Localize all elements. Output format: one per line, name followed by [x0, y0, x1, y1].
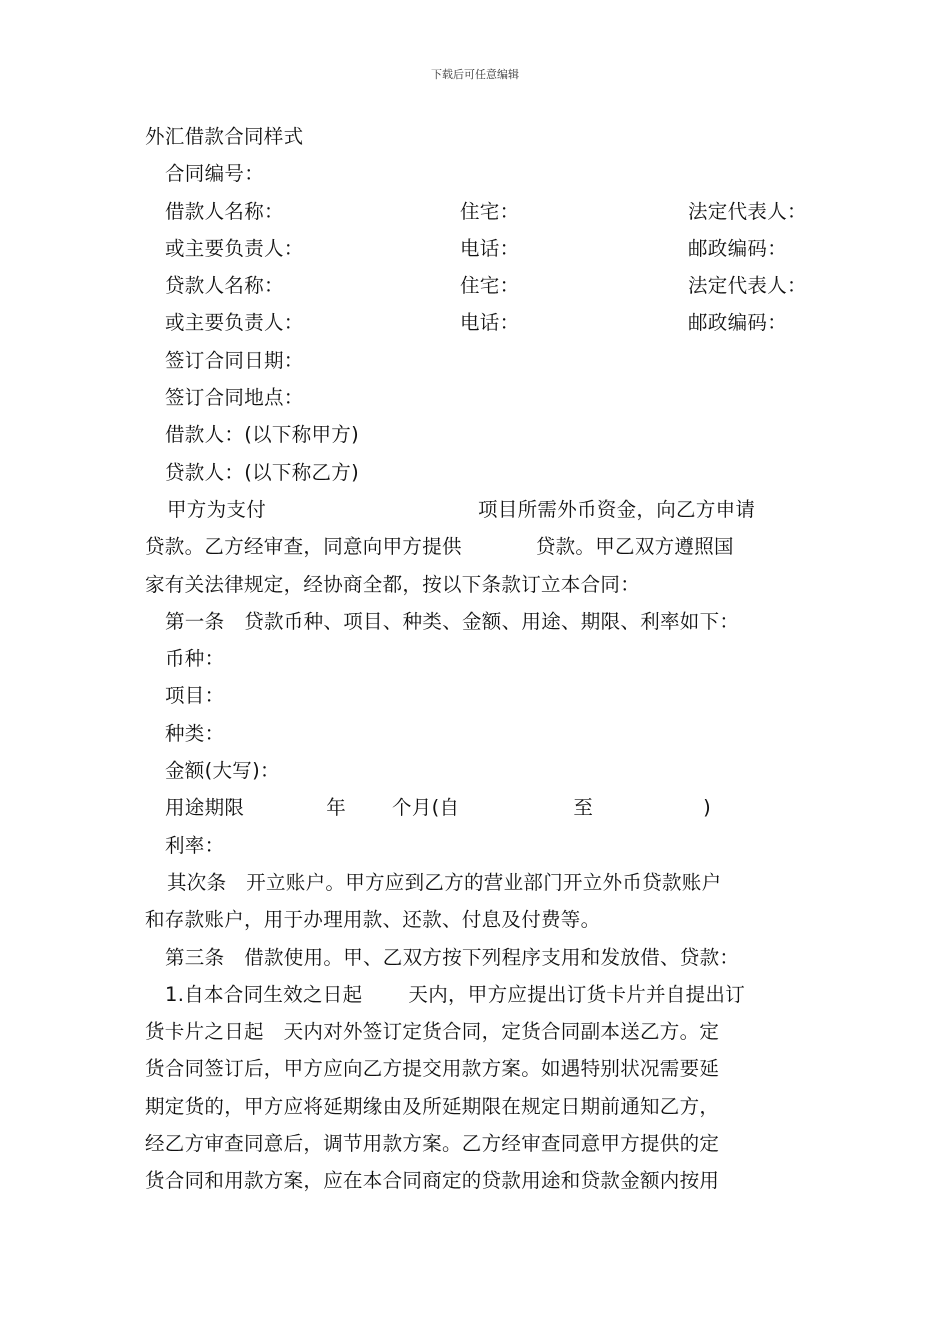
party-name-label: 或主要负责人：	[165, 236, 304, 260]
party-rep-label: 法定代表人：	[688, 199, 807, 223]
party-row	[145, 230, 810, 267]
intro-line: 贷款。乙方经审查，同意向甲方提供 贷款。甲乙双方遵照国	[145, 535, 734, 559]
article-2-line: 其次条 开立账户。甲方应到乙方的营业部门开立外币贷款账户	[167, 870, 722, 894]
party-rep-label: 邮政编码：	[688, 311, 788, 335]
sign-date-label: 签订合同日期：	[165, 348, 304, 372]
party-name-label: 贷款人名称：	[165, 274, 284, 298]
rate-label: 利率：	[165, 833, 225, 857]
party-row	[145, 304, 810, 341]
party-rep-label: 法定代表人：	[688, 274, 807, 298]
article-2-line: 和存款账户，用于办理用款、还款、付息及付费等。	[145, 908, 601, 932]
term-line: 用途期限 年 个月(自 至 )	[165, 796, 712, 820]
lender-label: 贷款人：(以下称乙方)	[165, 460, 360, 484]
amount-label: 金额(大写)：	[165, 759, 280, 783]
page-header: 下载后可任意编辑	[431, 68, 519, 81]
party-address-label: 电话：	[460, 311, 520, 335]
party-address-label: 住宅：	[460, 199, 520, 223]
article-3-line: 经乙方审查同意后，调节用款方案。乙方经审查同意甲方提供的定	[145, 1132, 720, 1156]
intro-line: 甲方为支付 项目所需外币资金，向乙方申请	[167, 497, 756, 521]
article-3-line: 期定货的，甲方应将延期缘由及所延期限在规定日期前通知乙方，	[145, 1094, 720, 1118]
article-3-line: 货合同和用款方案，应在本合同商定的贷款用途和贷款金额内按用	[145, 1169, 720, 1193]
project-label: 项目：	[165, 684, 225, 708]
article-3-line: 货合同签订后，甲方应向乙方提交用款方案。如遇特别状况需要延	[145, 1057, 720, 1081]
article-1-title: 第一条 贷款币种、项目、种类、金额、用途、期限、利率如下：	[165, 609, 740, 633]
borrower-label: 借款人：(以下称甲方)	[165, 423, 360, 447]
document-title: 外汇借款合同样式	[145, 125, 304, 148]
party-address-label: 电话：	[460, 236, 520, 260]
party-name-label: 借款人名称：	[165, 199, 284, 223]
currency-label: 币种：	[165, 647, 225, 671]
party-address-label: 住宅：	[460, 274, 520, 298]
party-name-label: 或主要负责人：	[165, 311, 304, 335]
article-3-line: 货卡片之日起 天内对外签订定货合同，定货合同副本送乙方。定	[145, 1020, 720, 1044]
intro-line: 家有关法律规定，经协商全都，按以下条款订立本合同：	[145, 572, 641, 596]
contract-number-label: 合同编号：	[165, 162, 265, 186]
sign-place-label: 签订合同地点：	[165, 386, 304, 410]
party-row	[145, 267, 810, 304]
party-row	[145, 193, 810, 230]
article-3-line: 1.自本合同生效之日起 天内，甲方应提出订货卡片并自提出订	[165, 982, 746, 1006]
article-3-title: 第三条 借款使用。甲、乙双方按下列程序支用和发放借、贷款：	[165, 945, 740, 969]
party-rep-label: 邮政编码：	[688, 236, 788, 260]
contract-body	[145, 118, 810, 1200]
type-label: 种类：	[165, 721, 225, 745]
